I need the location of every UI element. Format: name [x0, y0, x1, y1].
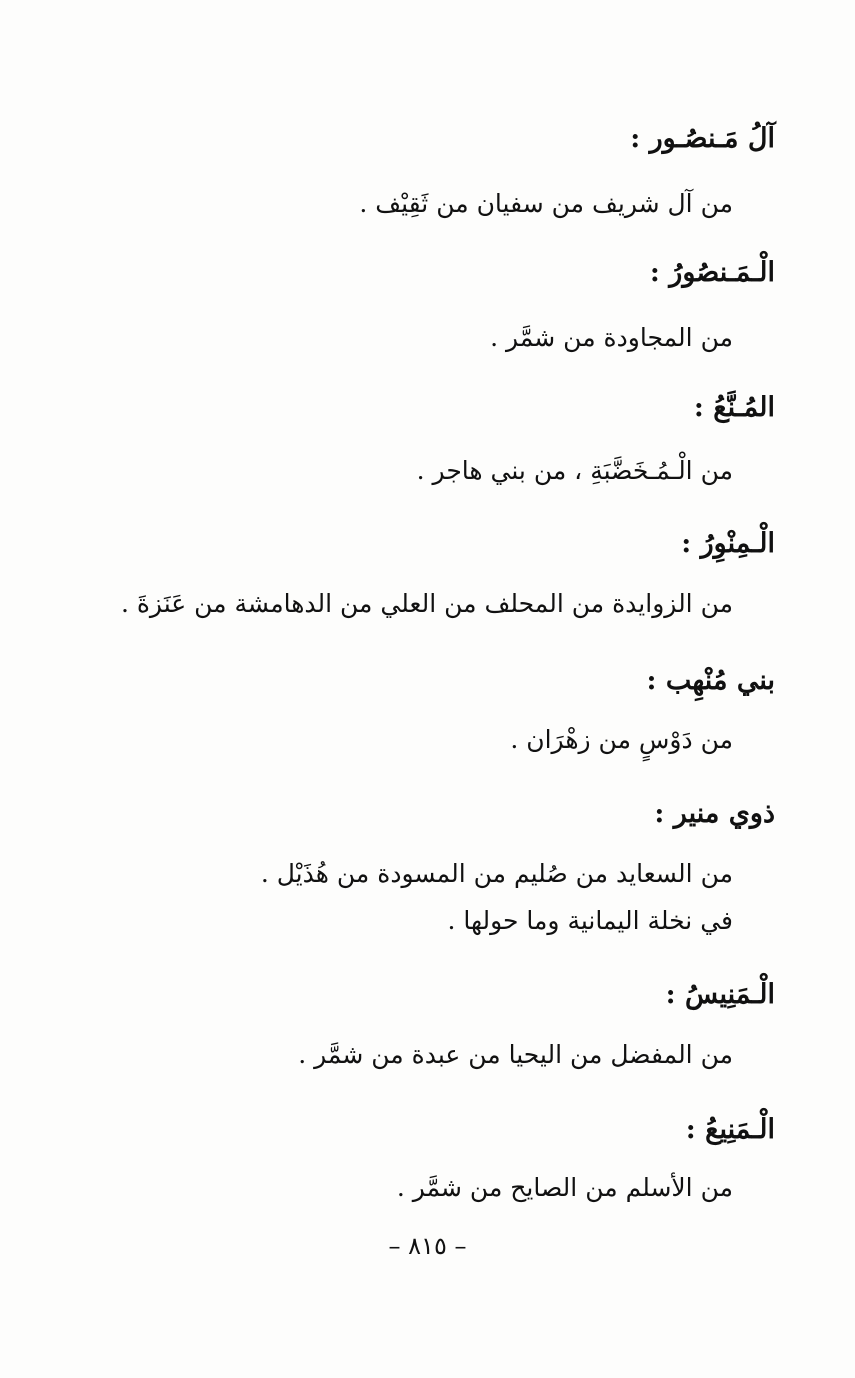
entry-title: آلُ مَـنصُـور : [630, 123, 775, 154]
entry-title: الْـمَـنصُورُ : [649, 257, 775, 288]
entry-text: من المفضل من اليحيا من عبدة من شمَّر . [298, 1040, 733, 1069]
entry-text: من المجاودة من شمَّر . [490, 323, 733, 352]
entry-text: من الْـمُـخَضَّبَةِ ، من بني هاجر . [416, 456, 733, 485]
entry-title: الْـمِنْوِرُ : [681, 528, 775, 559]
entry-title: ذوي منير : [654, 798, 775, 829]
entry-text: من الزوايدة من المحلف من العلي من الدهامشة من عَنَزةَ . [120, 589, 733, 618]
entry-text: من السعايد من صُليم من المسودة من هُذَيْل . [260, 859, 733, 888]
entry-text: من دَوْسٍ من زهْرَان . [510, 725, 733, 754]
entry-title: الْـمَنِيعُ : [685, 1114, 775, 1145]
entry-title: بني مُنْهِب : [646, 665, 775, 696]
entry-text: في نخلة اليمانية وما حولها . [447, 906, 733, 935]
entry-text: من آل شريف من سفيان من ثَقِيْف . [359, 189, 733, 218]
page-number: – ٨١٥ – [388, 1232, 467, 1260]
entry-title: المُـنَّعُ : [693, 392, 775, 423]
entry-title: الْـمَنِيسُ : [665, 979, 775, 1010]
entry-text: من الأسلم من الصايح من شمَّر . [396, 1173, 733, 1202]
